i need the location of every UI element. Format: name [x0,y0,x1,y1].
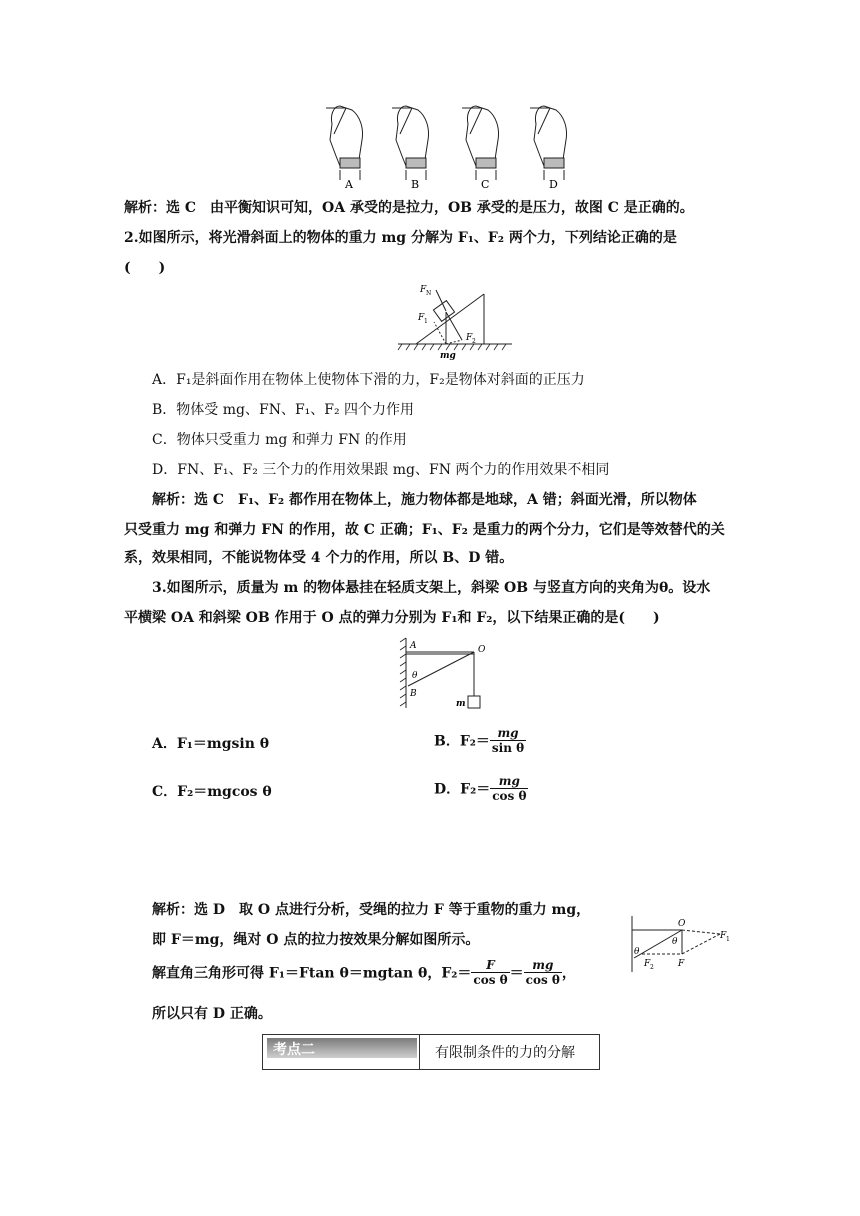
point-b-label: B [410,689,417,699]
q3-option-c: C．F₂＝mgcos θ [152,784,272,800]
hand-figure-c [462,106,499,180]
decomp-f2-label: F [644,959,651,969]
decomp-o-label: O [678,919,686,929]
q1-hand-figures [318,100,578,192]
q1-analysis: 解析：选 C 由平衡知识可知，OA 承受的是拉力，OB 承受的是压力，故图 C 是正确的。 [124,200,694,216]
q3-analysis-line-1: 解析：选 D 取 O 点进行分析，受绳的拉力 F 等于重物的重力 mg， [152,902,591,918]
q3-analysis-line-3: 解直角三角形可得 F₁＝Ftan θ＝mgtan θ，F₂＝ $\frac{F}{\text{cos θ}}$ ＝ $\frac{mg}{\text{cos θ}}$ ， [152,958,576,987]
q2-option-d: D．FN、F₁、F₂ 三个力的作用效果跟 mg、FN 两个力的作用效果不相同 [152,462,610,478]
f1-label: F [418,313,425,323]
svg-text:2: 2 [650,964,654,971]
svg-text:2: 2 [472,338,476,345]
decomp-theta-1: θ [634,947,640,957]
svg-text:N: N [426,290,432,297]
q3-analysis-line-4: 所以只有 D 正确。 [152,1006,272,1022]
hand-label-a: A [345,178,353,191]
q2-stem-line-2: ( ) [124,260,166,276]
mg-label: mg [440,351,456,361]
q2-option-a: A．F₁是斜面作用在物体上使物体下滑的力，F₂是物体对斜面的正压力 [152,372,585,388]
q3-stem-line-1: 3.如图所示，质量为 m 的物体悬挂在轻质支架上，斜梁 OB 与竖直方向的夹角为θ。设水 [152,580,711,596]
q2-analysis-line-3: 系，效果相同，不能说物体受 4 个力的作用，所以 B、D 错。 [124,550,514,566]
svg-text:1: 1 [424,318,428,325]
q2-option-b: B．物体受 mg、FN、F₁、F₂ 四个力作用 [152,402,415,418]
q3-option-a: A．F₁＝mgsin θ [152,736,270,752]
point-a-label: A [410,641,417,651]
decomp-f-label: F [678,959,685,969]
point-o-label: O [478,645,486,655]
q3-option-b: B．F₂＝ $\frac{mg}{\text{sin θ}}$ [434,726,525,755]
section-header [262,1034,600,1070]
q2-analysis-line-1: 解析：选 C F₁、F₂ 都作用在物体上，施力物体都是地球，A 错；斜面光滑，所以物体 [152,492,697,508]
hand-figure-a [326,106,363,180]
q3-stem-line-2: 平横梁 OA 和斜梁 OB 作用于 O 点的弹力分别为 F₁和 F₂，以下结果正确的是( ) [124,610,660,626]
hand-label-c: C [481,178,490,191]
fn-label: F [420,285,427,295]
svg-text:1: 1 [726,936,730,943]
decomp-f1-label: F [720,931,727,941]
f2-label: F [466,333,473,343]
q3-option-d: D．F₂＝ $\frac{mg}{\text{cos θ}}$ [434,774,527,803]
section-tag: 考点二 [267,1038,417,1058]
q3-bracket-figure [396,636,496,712]
q3-analysis-line-2: 即 F＝mg，绳对 O 点的拉力按效果分解如图所示。 [152,932,480,948]
hand-figure-b [392,106,429,180]
q2-analysis-line-2: 只受重力 mg 和弹力 FN 的作用，故 C 正确；F₁、F₂ 是重力的两个分力，它们是等效替代的关 [124,522,725,538]
mass-label: m [456,699,466,709]
q2-stem-line-1: 2.如图所示，将光滑斜面上的物体的重力 mg 分解为 F₁、F₂ 两个力，下列结论正确的是 [124,230,677,246]
decomp-theta-2: θ [672,937,678,947]
q2-incline-figure [396,280,516,362]
theta-label: θ [412,671,418,681]
hand-label-d: D [549,178,558,191]
hand-label-b: B [411,178,420,191]
section-divider [419,1035,420,1069]
q3-decomposition-figure [628,914,738,976]
q2-option-c: C．物体只受重力 mg 和弹力 FN 的作用 [152,432,407,448]
hand-figure-d [530,106,567,180]
section-title: 有限制条件的力的分解 [435,1045,575,1061]
